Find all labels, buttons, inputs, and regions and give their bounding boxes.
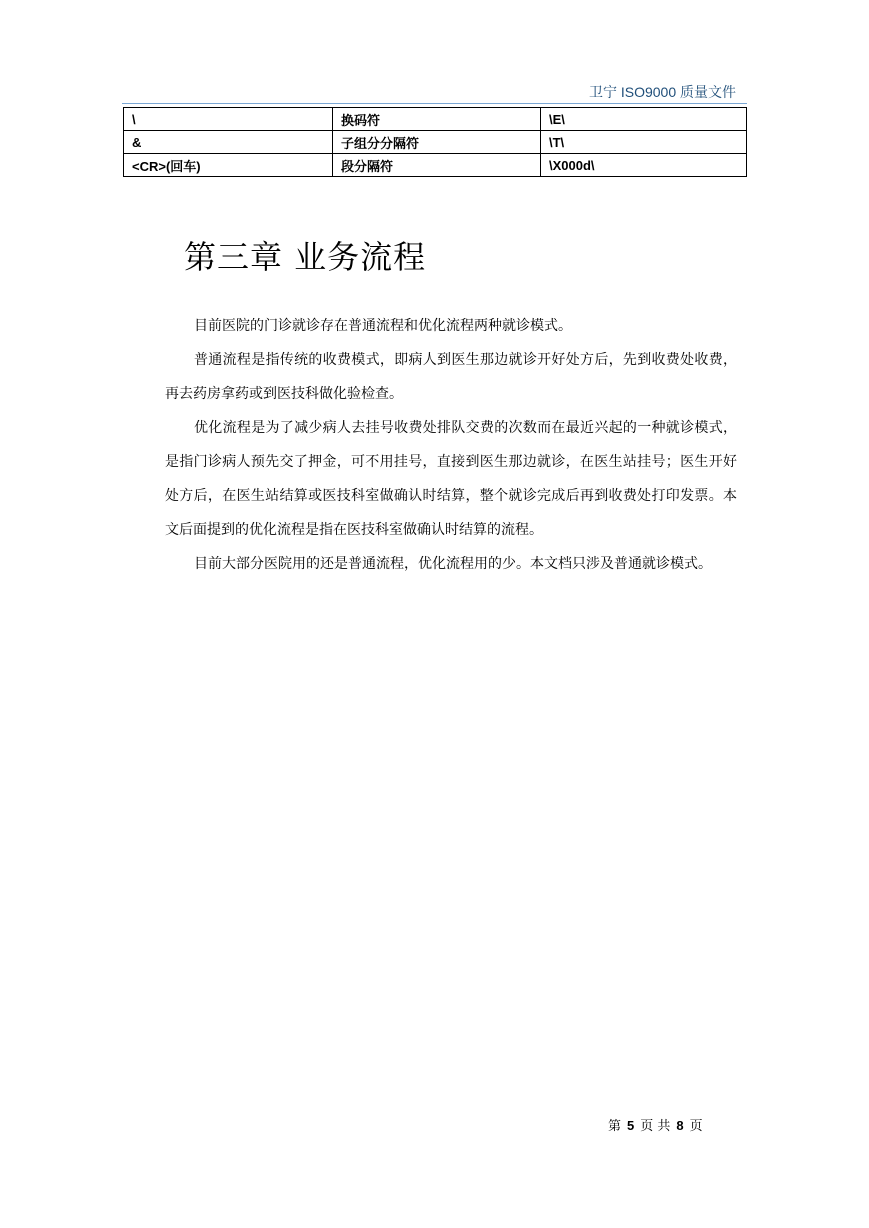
table-row — [124, 131, 747, 154]
document-header-label: 卫宁 ISO9000 质量文件 — [588, 84, 736, 100]
paragraph: 目前大部分医院用的还是普通流程，优化流程用的少。本文档只涉及普通就诊模式。 — [194, 556, 712, 572]
chapter-body — [165, 309, 737, 581]
paragraph: 普通流程是指传统的收费模式，即病人到医生那边就诊开好处方后，先到收费处收费，再去药房拿药或到医技科做化验检查。 — [165, 352, 737, 402]
footer-middle: 页 共 — [640, 1119, 671, 1134]
page-footer — [608, 1115, 703, 1134]
footer-prefix: 第 — [608, 1119, 622, 1134]
paragraph: 优化流程是为了减少病人去挂号收费处排队交费的次数而在最近兴起的一种就诊模式，是指门诊病人预先交了押金，可不用挂号，直接到医生那边就诊，在医生站挂号；医生开好处方后，在医生站结算或医技科室做确认时结算，整个就诊完成后再到收费处打印发票。本文后面提到的优化流程是指在医技科室做确认时结算的流程。 — [165, 420, 737, 538]
table-cell-escape-sequence: \T\ — [541, 131, 747, 154]
table-cell-character: <CR>(回车) — [124, 154, 333, 177]
table-cell-description: 换码符 — [333, 108, 541, 131]
total-page-count: 8 — [676, 1118, 684, 1133]
paragraph: 目前医院的门诊就诊存在普通流程和优化流程两种就诊模式。 — [194, 318, 572, 334]
table-cell-description: 子组分分隔符 — [333, 131, 541, 154]
table-cell-character: & — [124, 131, 333, 154]
table-cell-escape-sequence: \X000d\ — [541, 154, 747, 177]
table-cell-character: \ — [124, 108, 333, 131]
table-cell-escape-sequence: \E\ — [541, 108, 747, 131]
table-row — [124, 108, 747, 131]
footer-suffix: 页 — [689, 1119, 703, 1134]
current-page-number: 5 — [627, 1118, 635, 1133]
header-rule — [122, 103, 747, 104]
table-row — [124, 154, 747, 177]
chapter-title: 第三章 业务流程 — [184, 238, 427, 276]
table-cell-description: 段分隔符 — [333, 154, 541, 177]
escape-code-table — [123, 107, 747, 177]
